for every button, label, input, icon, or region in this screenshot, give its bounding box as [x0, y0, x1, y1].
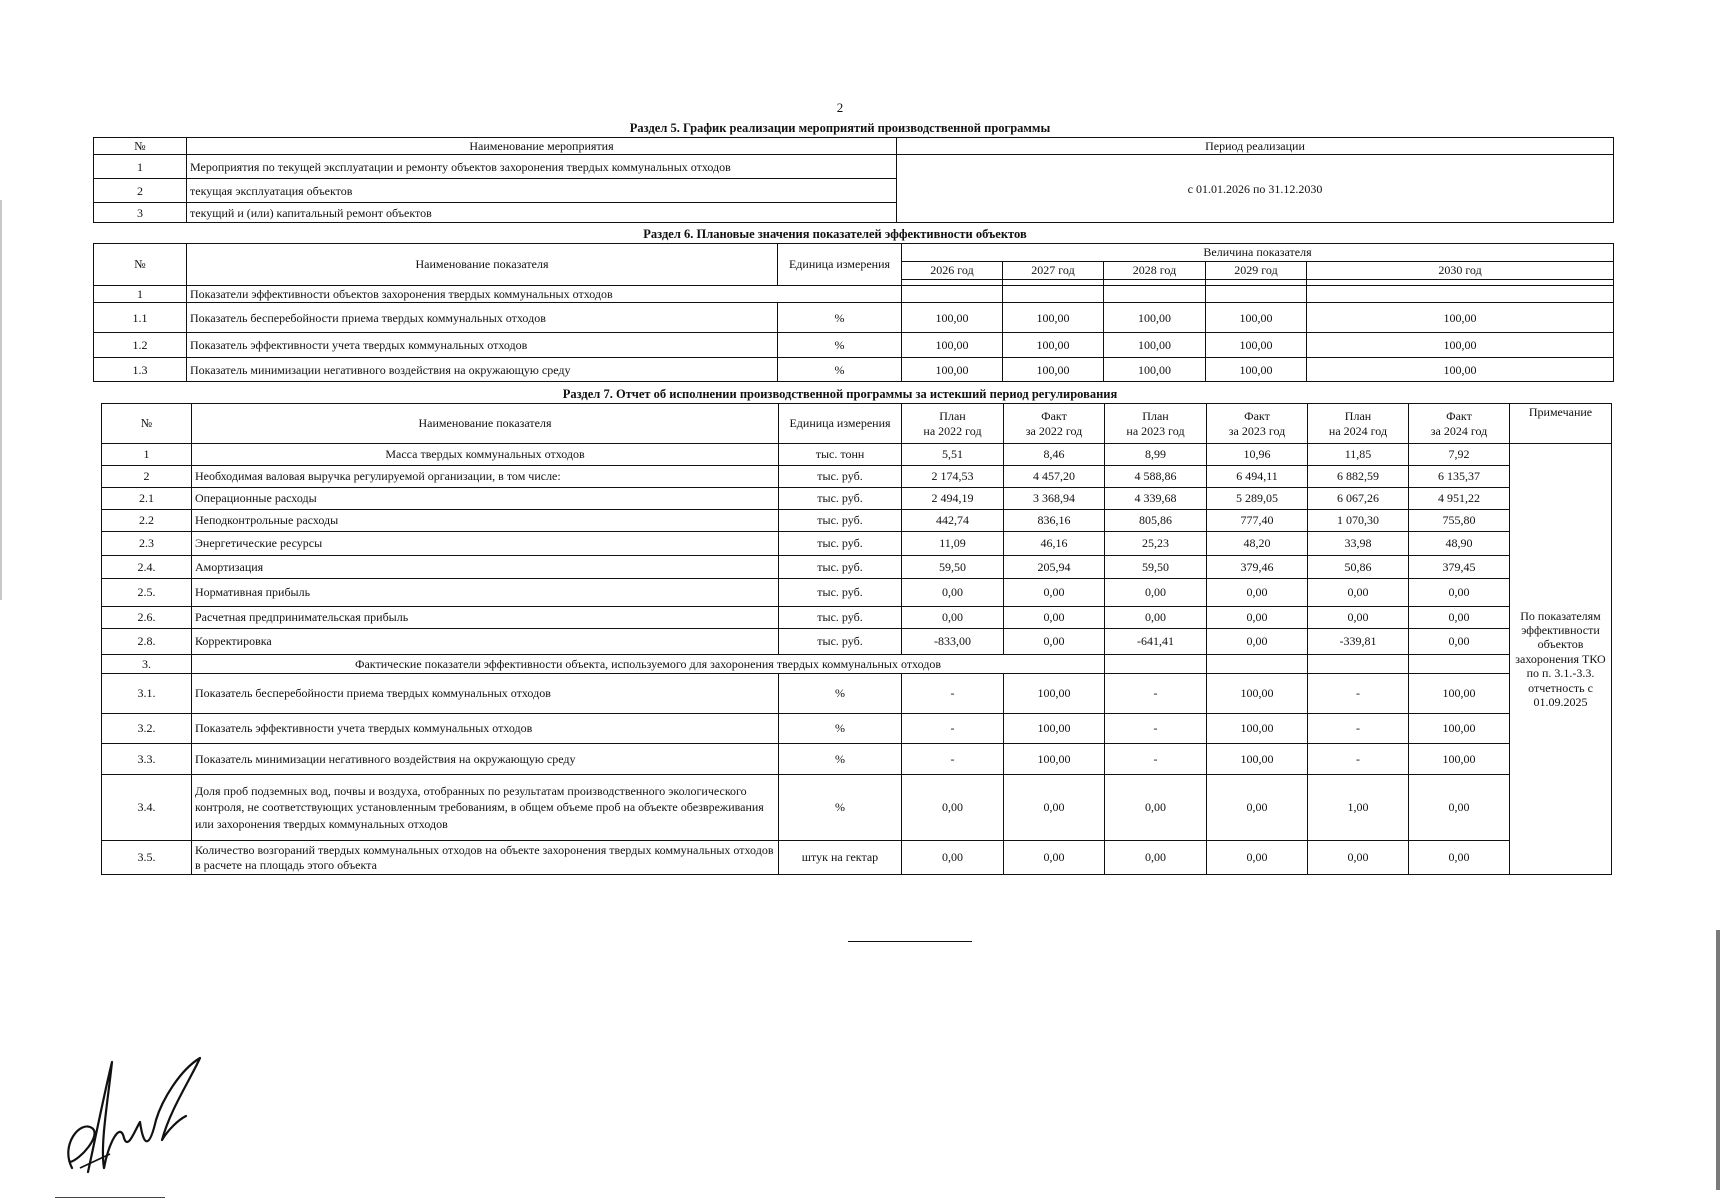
- s7-row-no: 3.4.: [102, 775, 192, 841]
- s7-value: -: [1308, 674, 1409, 714]
- s5-row-name: Мероприятия по текущей эксплуатации и ремонту объектов захоронения твердых коммунальных отходов: [187, 155, 897, 179]
- s6-year: 2030 год: [1307, 262, 1614, 280]
- s5-row-name: текущий и (или) капитальный ремонт объектов: [187, 203, 897, 223]
- s6-value: 100,00: [1003, 303, 1104, 333]
- table-row: [102, 655, 1612, 674]
- s7-value: [1308, 655, 1409, 674]
- s7-row-name: Показатель бесперебойности приема твердых коммунальных отходов: [192, 674, 779, 714]
- s6-col-value: Величина показателя: [902, 244, 1614, 262]
- s7-row-no: 1: [102, 444, 192, 466]
- s7-value: 0,00: [1207, 775, 1308, 841]
- s7-row-name: Энергетические ресурсы: [192, 532, 779, 556]
- s7-row-name: Расчетная предпринимательская прибыль: [192, 607, 779, 629]
- s7-value: 4 339,68: [1105, 488, 1207, 510]
- s7-value: 1,00: [1308, 775, 1409, 841]
- s7-col-period: [1004, 404, 1105, 444]
- s6-value: [1104, 286, 1206, 303]
- s7-value: 0,00: [1308, 607, 1409, 629]
- s7-value: 100,00: [1004, 744, 1105, 775]
- s7-row-unit: тыс. тонн: [779, 444, 902, 466]
- s7-period-line2: за 2022 год: [1025, 423, 1083, 438]
- s6-col-name: Наименование показателя: [187, 244, 778, 286]
- section6-title: Раздел 6. Плановые значения показателей эффективности объектов: [643, 227, 1027, 241]
- end-divider: [848, 941, 972, 942]
- s7-value: 442,74: [902, 510, 1004, 532]
- s7-value: 777,40: [1207, 510, 1308, 532]
- s7-col-period: [1105, 404, 1207, 444]
- scan-edge-mark: [0, 200, 2, 600]
- s7-row-no: 3.2.: [102, 714, 192, 744]
- s7-row-no: 2.4.: [102, 556, 192, 579]
- s7-period-line1: Факт: [1244, 409, 1270, 424]
- s7-value: 100,00: [1409, 714, 1510, 744]
- s7-value: -: [1105, 674, 1207, 714]
- table-row: [94, 358, 1614, 382]
- s6-year: 2029 год: [1206, 262, 1307, 280]
- section5-header-row: [94, 138, 1614, 155]
- s7-value: 379,46: [1207, 556, 1308, 579]
- s7-period-line2: на 2022 год: [923, 423, 982, 438]
- s7-row-no: 2.5.: [102, 579, 192, 607]
- s7-row-name: Показатель минимизации негативного воздействия на окружающую среду: [192, 744, 779, 775]
- s7-col-name: Наименование показателя: [192, 404, 779, 444]
- s7-value: 7,92: [1409, 444, 1510, 466]
- s5-row-name: текущая эксплуатация объектов: [187, 179, 897, 203]
- s7-value: -: [1308, 744, 1409, 775]
- s7-row-unit: тыс. руб.: [779, 488, 902, 510]
- s5-row-no: 2: [94, 179, 187, 203]
- table-row: [94, 155, 1614, 179]
- s7-row-unit: штук на гектар: [779, 841, 902, 875]
- s7-value: -833,00: [902, 629, 1004, 655]
- section5-table: [93, 137, 1614, 223]
- s7-value: 0,00: [1105, 775, 1207, 841]
- s7-value: 0,00: [1004, 841, 1105, 875]
- s5-col-period: Период реализации: [897, 138, 1614, 155]
- section7-header-row: [102, 404, 1612, 444]
- table-row: [102, 556, 1612, 579]
- s7-value: 0,00: [1308, 841, 1409, 875]
- s6-row-unit: %: [778, 358, 902, 382]
- s7-value: 6 067,26: [1308, 488, 1409, 510]
- s7-value: 100,00: [1409, 674, 1510, 714]
- s6-value: [902, 286, 1003, 303]
- signature-icon: [50, 1050, 230, 1180]
- s7-value: 100,00: [1004, 714, 1105, 744]
- s6-row-name: Показатель эффективности учета твердых коммунальных отходов: [187, 333, 778, 358]
- s7-row-unit: тыс. руб.: [779, 579, 902, 607]
- s7-value: 0,00: [1409, 841, 1510, 875]
- s7-row-name: Доля проб подземных вод, почвы и воздуха, отобранных по результатам производственного экологического контроля, не соответствующих установленным требованиям, в общем объеме проб на объекте обезвреживания или захоронения твердых коммунальных отходов: [192, 775, 779, 841]
- s7-period-line1: План: [1344, 409, 1372, 424]
- s6-value: [1206, 286, 1307, 303]
- s7-value: 100,00: [1207, 744, 1308, 775]
- s7-row-name: Показатель эффективности учета твердых коммунальных отходов: [192, 714, 779, 744]
- s7-period-line2: за 2024 год: [1430, 423, 1488, 438]
- s6-row-name: Показатель минимизации негативного воздействия на окружающую среду: [187, 358, 778, 382]
- s7-col-no: №: [102, 404, 192, 444]
- s6-row-name: Показатели эффективности объектов захоронения твердых коммунальных отходов: [187, 286, 902, 303]
- s7-row-name: Количество возгораний твердых коммунальных отходов на объекте захоронения твердых коммунальных отходов в расчете на площадь этого объекта: [192, 841, 779, 875]
- s7-value: 0,00: [902, 775, 1004, 841]
- s7-value: 4 588,86: [1105, 466, 1207, 488]
- s6-year: 2028 год: [1104, 262, 1206, 280]
- s7-value: 11,85: [1308, 444, 1409, 466]
- s7-col-period: [902, 404, 1004, 444]
- scan-edge-mark: [1716, 930, 1720, 1190]
- page-number: 2: [836, 100, 844, 115]
- table-row: [102, 444, 1612, 466]
- s7-value: -: [1308, 714, 1409, 744]
- s5-col-no: №: [94, 138, 187, 155]
- s7-value: 0,00: [1207, 841, 1308, 875]
- s7-value: -641,41: [1105, 629, 1207, 655]
- s7-row-name: Корректировка: [192, 629, 779, 655]
- section6-table: [93, 243, 1614, 382]
- s7-row-no: 3.1.: [102, 674, 192, 714]
- s6-row-name: Показатель бесперебойности приема твердых коммунальных отходов: [187, 303, 778, 333]
- s7-value: 10,96: [1207, 444, 1308, 466]
- s7-col-note: Примечание: [1510, 404, 1612, 444]
- s7-value: 0,00: [1409, 607, 1510, 629]
- s7-value: 50,86: [1308, 556, 1409, 579]
- s6-year: 2027 год: [1003, 262, 1104, 280]
- s7-value: 100,00: [1004, 674, 1105, 714]
- s7-row-no: 2.6.: [102, 607, 192, 629]
- s5-col-name: Наименование мероприятия: [187, 138, 897, 155]
- s7-note: По показателям эффективности объектов захоронения ТКО по п. 3.1.-3.3. отчетность с 01.09.2025: [1510, 444, 1612, 875]
- table-row: [94, 333, 1614, 358]
- s7-value: 0,00: [1207, 607, 1308, 629]
- s7-row-unit: %: [779, 714, 902, 744]
- s7-value: 48,20: [1207, 532, 1308, 556]
- s7-row-no: 2.8.: [102, 629, 192, 655]
- s7-row-name: Неподконтрольные расходы: [192, 510, 779, 532]
- s5-row-no: 3: [94, 203, 187, 223]
- s6-value: 100,00: [1307, 333, 1614, 358]
- s6-year: 2026 год: [902, 262, 1003, 280]
- s7-value: 0,00: [1105, 579, 1207, 607]
- s7-row-unit: %: [779, 674, 902, 714]
- s7-value: 5 289,05: [1207, 488, 1308, 510]
- s6-value: [1307, 286, 1614, 303]
- s7-value: 100,00: [1409, 744, 1510, 775]
- s6-value: [1003, 286, 1104, 303]
- s7-value: -: [1105, 714, 1207, 744]
- s7-value: 48,90: [1409, 532, 1510, 556]
- s7-row-no: 2: [102, 466, 192, 488]
- s7-period-line1: План: [939, 409, 966, 424]
- table-row: [102, 629, 1612, 655]
- s7-value: 0,00: [1105, 607, 1207, 629]
- s6-row-unit: %: [778, 333, 902, 358]
- s7-col-period: [1409, 404, 1510, 444]
- s6-value: 100,00: [1307, 358, 1614, 382]
- s7-value: 0,00: [1004, 607, 1105, 629]
- s7-value: 25,23: [1105, 532, 1207, 556]
- s6-value: 100,00: [902, 333, 1003, 358]
- s7-period-line1: Факт: [1446, 409, 1472, 424]
- s7-row-name: Фактические показатели эффективности объекта, используемого для захоронения твердых коммунальных отходов: [192, 655, 1105, 674]
- s7-value: 5,51: [902, 444, 1004, 466]
- s7-period-line2: на 2023 год: [1126, 423, 1185, 438]
- s7-row-no: 2.2: [102, 510, 192, 532]
- s7-value: [1105, 655, 1207, 674]
- s7-value: -339,81: [1308, 629, 1409, 655]
- s7-value: 0,00: [1409, 579, 1510, 607]
- s7-col-unit: Единица измерения: [779, 404, 902, 444]
- s7-value: 0,00: [1105, 841, 1207, 875]
- s7-period-line2: на 2024 год: [1328, 423, 1388, 438]
- s7-row-unit: тыс. руб.: [779, 607, 902, 629]
- s7-row-unit: тыс. руб.: [779, 629, 902, 655]
- table-row: [102, 714, 1612, 744]
- table-row: [102, 466, 1612, 488]
- table-row: [102, 532, 1612, 556]
- s7-value: -: [902, 714, 1004, 744]
- s7-value: 8,99: [1105, 444, 1207, 466]
- s6-value: 100,00: [902, 303, 1003, 333]
- s7-value: 33,98: [1308, 532, 1409, 556]
- s7-row-name: Амортизация: [192, 556, 779, 579]
- s7-value: 0,00: [1308, 579, 1409, 607]
- s7-row-unit: тыс. руб.: [779, 532, 902, 556]
- s7-value: 8,46: [1004, 444, 1105, 466]
- s7-value: 0,00: [1207, 629, 1308, 655]
- section7-title: Раздел 7. Отчет об исполнении производственной программы за истекший период регулирования: [562, 387, 1118, 401]
- s7-row-name: Масса твердых коммунальных отходов: [192, 444, 779, 466]
- s7-value: 1 070,30: [1308, 510, 1409, 532]
- s7-value: 0,00: [1004, 579, 1105, 607]
- section5-title: Раздел 5. График реализации мероприятий производственной программы: [629, 121, 1051, 135]
- s7-period-line2: за 2023 год: [1228, 423, 1286, 438]
- s7-value: 0,00: [1409, 629, 1510, 655]
- s7-period-line1: Факт: [1041, 409, 1067, 424]
- s6-value: 100,00: [1003, 358, 1104, 382]
- s6-row-no: 1.2: [94, 333, 187, 358]
- s7-value: 0,00: [1004, 629, 1105, 655]
- s7-value: 46,16: [1004, 532, 1105, 556]
- s7-row-unit: тыс. руб.: [779, 510, 902, 532]
- s7-value: 0,00: [1409, 775, 1510, 841]
- s7-row-name: Необходимая валовая выручка регулируемой организации, в том числе:: [192, 466, 779, 488]
- s7-row-unit: %: [779, 775, 902, 841]
- table-row: [102, 488, 1612, 510]
- s6-value: 100,00: [1003, 333, 1104, 358]
- table-row: [102, 674, 1612, 714]
- s7-value: 805,86: [1105, 510, 1207, 532]
- table-row: [94, 303, 1614, 333]
- s7-value: 836,16: [1004, 510, 1105, 532]
- s7-row-unit: тыс. руб.: [779, 466, 902, 488]
- s7-value: 0,00: [1207, 579, 1308, 607]
- s7-value: -: [1105, 744, 1207, 775]
- s6-row-unit: %: [778, 303, 902, 333]
- s7-period-line1: План: [1142, 409, 1169, 424]
- s6-value: 100,00: [1104, 303, 1206, 333]
- s6-value: 100,00: [1206, 303, 1307, 333]
- s7-row-name: Операционные расходы: [192, 488, 779, 510]
- s7-value: 59,50: [902, 556, 1004, 579]
- table-row: [102, 841, 1612, 875]
- s5-row-no: 1: [94, 155, 187, 179]
- s7-col-period: [1207, 404, 1308, 444]
- s7-col-period: [1308, 404, 1409, 444]
- s6-col-unit: Единица измерения: [778, 244, 902, 286]
- table-row: [102, 744, 1612, 775]
- s7-value: 755,80: [1409, 510, 1510, 532]
- s6-row-no: 1.3: [94, 358, 187, 382]
- table-row: [102, 775, 1612, 841]
- s6-row-no: 1.1: [94, 303, 187, 333]
- s7-value: 4 951,22: [1409, 488, 1510, 510]
- s7-value: 2 494,19: [902, 488, 1004, 510]
- s6-col-no: №: [94, 244, 187, 286]
- s7-value: 379,45: [1409, 556, 1510, 579]
- table-row: [102, 579, 1612, 607]
- s7-value: 0,00: [902, 579, 1004, 607]
- table-row: [102, 607, 1612, 629]
- s7-row-unit: %: [779, 744, 902, 775]
- table-row: [94, 286, 1614, 303]
- section6-header-row: [94, 244, 1614, 262]
- s7-value: 0,00: [902, 841, 1004, 875]
- s6-value: 100,00: [1104, 333, 1206, 358]
- s7-value: 4 457,20: [1004, 466, 1105, 488]
- s7-value: 205,94: [1004, 556, 1105, 579]
- s5-period-value: с 01.01.2026 по 31.12.2030: [897, 155, 1614, 223]
- s7-row-no: 2.1: [102, 488, 192, 510]
- s6-value: 100,00: [1206, 333, 1307, 358]
- s7-value: 59,50: [1105, 556, 1207, 579]
- s7-value: 11,09: [902, 532, 1004, 556]
- s6-value: 100,00: [902, 358, 1003, 382]
- s7-value: 3 368,94: [1004, 488, 1105, 510]
- s7-value: 100,00: [1207, 674, 1308, 714]
- s7-value: 0,00: [902, 607, 1004, 629]
- signature-line: [55, 1197, 165, 1198]
- s7-row-no: 3.5.: [102, 841, 192, 875]
- s7-value: -: [902, 674, 1004, 714]
- s6-row-no: 1: [94, 286, 187, 303]
- s7-value: -: [902, 744, 1004, 775]
- s7-row-no: 2.3: [102, 532, 192, 556]
- table-row: [102, 510, 1612, 532]
- s7-value: 0,00: [1004, 775, 1105, 841]
- s7-value: 2 174,53: [902, 466, 1004, 488]
- s7-value: 6 882,59: [1308, 466, 1409, 488]
- section7-table: [101, 403, 1612, 875]
- s6-value: 100,00: [1104, 358, 1206, 382]
- s7-value: [1207, 655, 1308, 674]
- s7-value: 100,00: [1207, 714, 1308, 744]
- s7-value: 6 494,11: [1207, 466, 1308, 488]
- s7-row-no: 3.: [102, 655, 192, 674]
- s7-value: 6 135,37: [1409, 466, 1510, 488]
- s6-value: 100,00: [1307, 303, 1614, 333]
- s7-row-name: Нормативная прибыль: [192, 579, 779, 607]
- s7-row-no: 3.3.: [102, 744, 192, 775]
- s7-row-unit: тыс. руб.: [779, 556, 902, 579]
- section7-body: [102, 444, 1612, 875]
- s6-value: 100,00: [1206, 358, 1307, 382]
